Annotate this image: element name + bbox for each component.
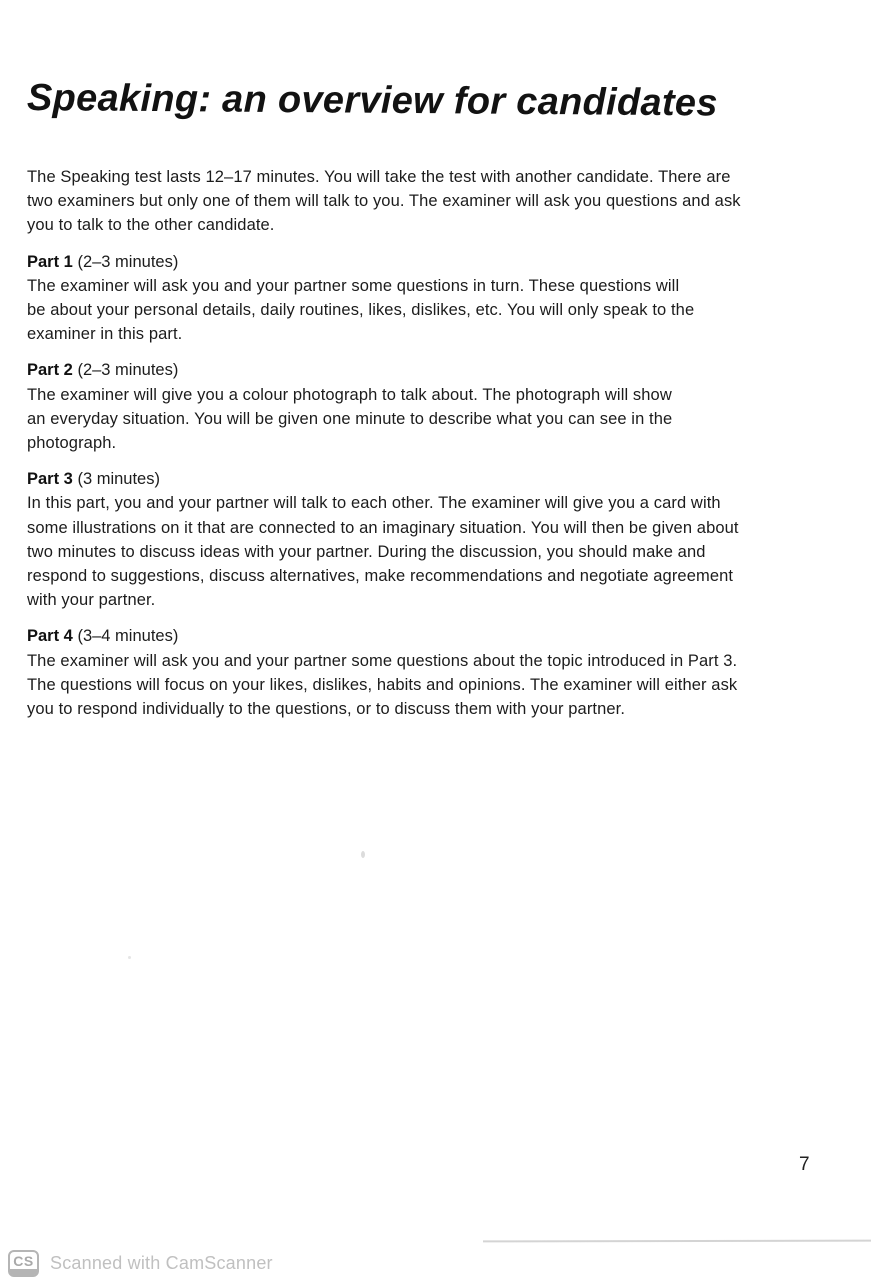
camscanner-watermark — [8, 1250, 273, 1277]
camscanner-logo-strip — [10, 1269, 37, 1275]
intro-paragraph: The Speaking test lasts 12–17 minutes. You will take the test with another candidate. There are two examiners but only one of them will talk to you. The examiner will ask you questions and ask you to talk to the other candidate. — [27, 168, 741, 235]
camscanner-label: Scanned with CamScanner — [50, 1253, 273, 1273]
section-heading — [27, 467, 869, 491]
scan-artifact-line — [483, 1240, 871, 1243]
page-number: 7 — [799, 1154, 810, 1175]
section-label: Part 1 — [27, 252, 73, 271]
section-heading — [27, 250, 869, 274]
section-duration: (3–4 minutes) — [77, 627, 179, 646]
section-duration: (2–3 minutes) — [77, 361, 179, 380]
section-part-4 — [27, 624, 869, 721]
section-label: Part 3 — [27, 470, 73, 489]
section-body: The examiner will ask you and your partner some questions in turn. These questions will be about your personal details, daily routines, likes, dislikes, etc. You will only speak to the examiner in this part. — [27, 276, 695, 344]
section-label: Part 4 — [27, 627, 73, 646]
camscanner-logo-text: CS — [13, 1253, 34, 1269]
section-label: Part 2 — [27, 361, 73, 380]
section-body: The examiner will give you a colour photograph to talk about. The photograph will show an everyday situation. You will be given one minute to describe what you can see in the photograph. — [27, 385, 673, 453]
scan-speck — [128, 956, 131, 959]
camscanner-logo-icon — [8, 1250, 39, 1277]
section-duration: (2–3 minutes) — [77, 252, 179, 271]
page-title: Speaking: an overview for candidates — [26, 77, 718, 125]
section-body: The examiner will ask you and your partner some questions about the topic introduced in Part 3. The questions will focus on your likes, dislikes, habits and opinions. The examiner will either ask you to respond individually to the questions, or to discuss them with your partner. — [27, 651, 738, 719]
section-part-2 — [27, 358, 869, 455]
section-duration: (3 minutes) — [77, 470, 160, 489]
section-part-3 — [27, 467, 869, 612]
section-body: In this part, you and your partner will talk to each other. The examiner will give you a card with some illustrations on it that are connected to an imaginary situation. You will then be given about two minutes to discuss ideas with your partner. During the discussion, you should make and respond to suggestions, discuss alternatives, make recommendations and negotiate agreement with your partner. — [27, 494, 739, 610]
scan-speck — [361, 851, 365, 858]
section-part-1 — [27, 250, 869, 347]
section-heading — [27, 358, 869, 382]
section-heading — [27, 624, 869, 648]
page-content — [27, 0, 869, 721]
